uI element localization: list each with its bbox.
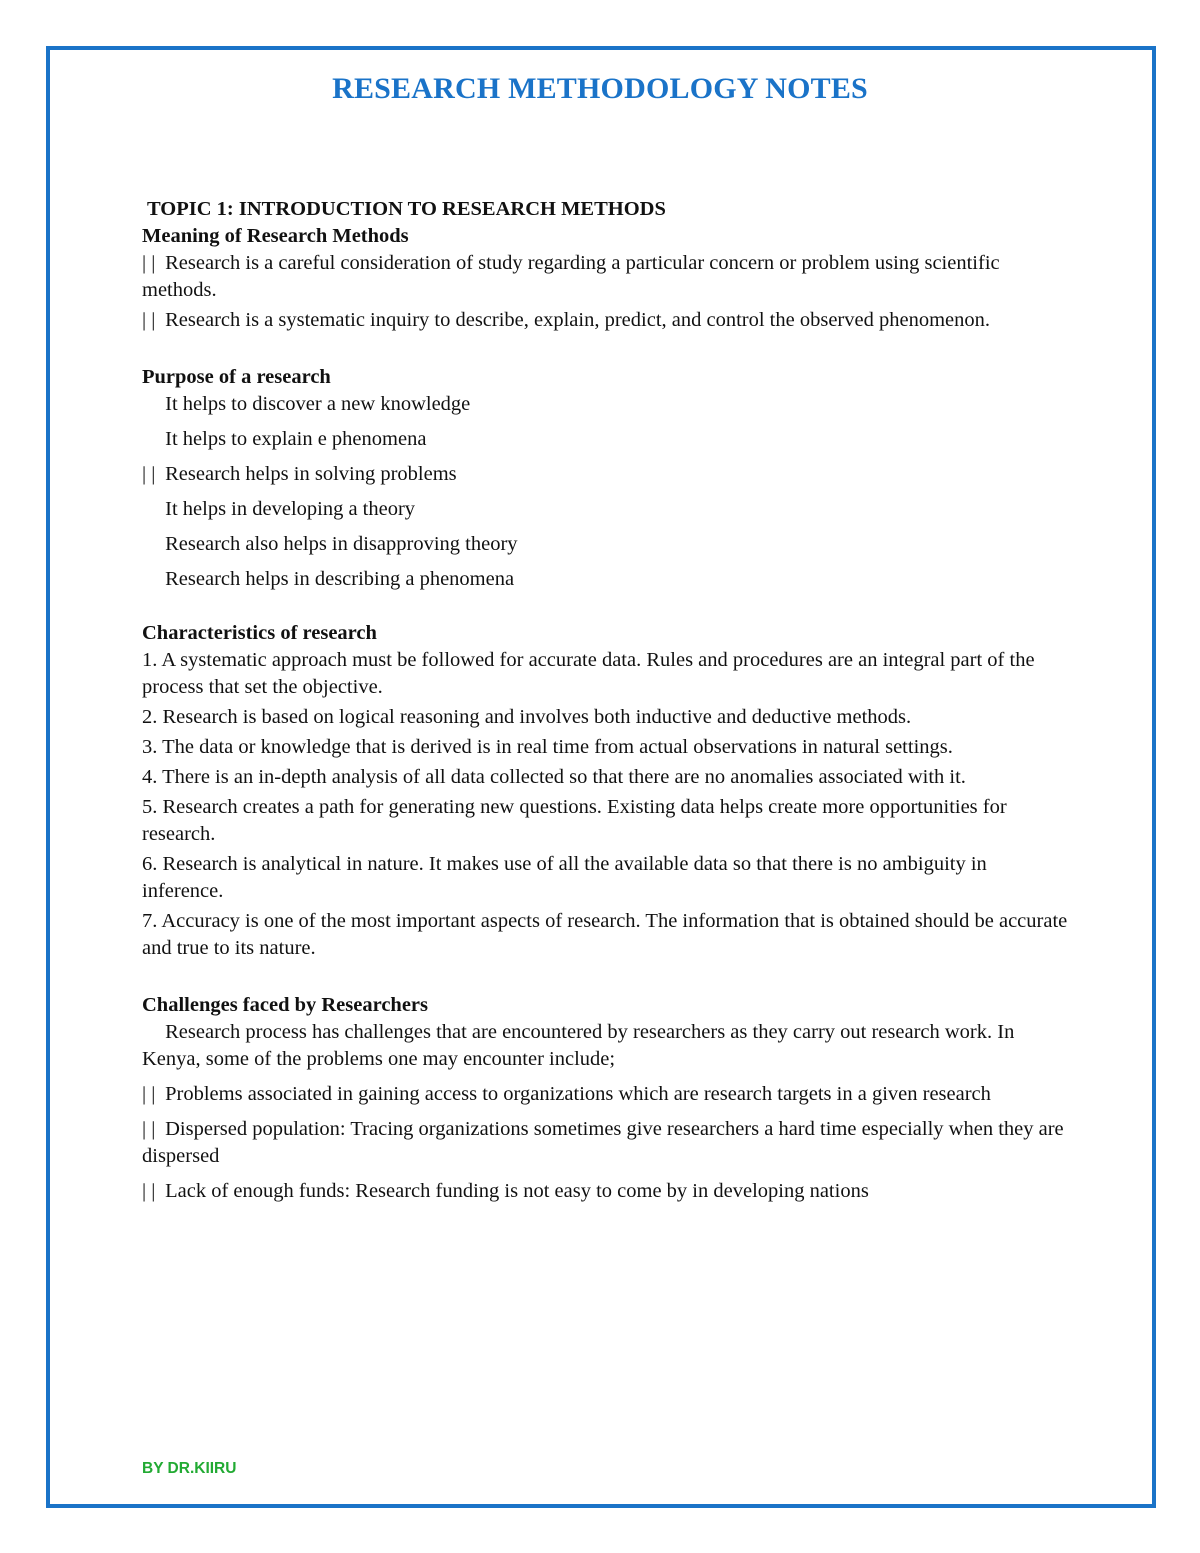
author-footer: BY DR.KIIRU (142, 1460, 237, 1477)
section-gap (142, 337, 1072, 364)
characteristics-heading: Characteristics of research (142, 622, 377, 644)
topic-heading: TOPIC 1: INTRODUCTION TO RESEARCH METHODS (147, 198, 666, 220)
purpose-item (142, 496, 1072, 523)
characteristics-item: 7. Accuracy is one of the most important aspects of research. The information that is obtained should be accurate and true to its nature. (142, 910, 1068, 959)
meaning-item-text: Research is a systematic inquiry to describe, explain, predict, and control the observed phenomenon. (165, 309, 990, 331)
challenges-item-text: Research process has challenges that are encountered by researchers as they carry out research work. In Kenya, some of the problems one may encounter include; (142, 1021, 1015, 1070)
characteristics-item: 5. Research creates a path for generating new questions. Existing data helps create more opportunities for research. (142, 796, 1007, 845)
purpose-item (142, 391, 1072, 418)
purpose-item-text: It helps in developing a theory (165, 498, 416, 520)
purpose-item-text: Research helps in describing a phenomena (165, 568, 515, 590)
bullet-glyph: | | (142, 309, 156, 331)
characteristics-item: 2. Research is based on logical reasoning and involves both inductive and deductive methods. (142, 706, 912, 728)
challenges-item (142, 1178, 1072, 1205)
section-gap (142, 601, 1072, 620)
characteristics-item: 3. The data or knowledge that is derived is in real time from actual observations in natural settings. (142, 736, 953, 758)
document-body (142, 196, 1072, 1213)
challenges-item (142, 1081, 1072, 1108)
challenges-item-text: Problems associated in gaining access to organizations which are research targets in a given research (165, 1083, 991, 1105)
challenges-heading: Challenges faced by Researchers (142, 994, 429, 1016)
characteristics-item: 4. There is an in-depth analysis of all data collected so that there are no anomalies associated with it. (142, 766, 966, 788)
purpose-item-text: Research also helps in disapproving theory (165, 533, 518, 555)
bullet-glyph: | | (142, 1118, 156, 1140)
section-gap (142, 965, 1072, 992)
purpose-item (142, 531, 1072, 558)
meaning-item (142, 307, 1072, 334)
purpose-item-text: It helps to discover a new knowledge (165, 393, 471, 415)
characteristics-list (142, 647, 1072, 962)
bullet-glyph: | | (142, 252, 156, 274)
purpose-heading: Purpose of a research (142, 366, 331, 388)
purpose-item-text: Research helps in solving problems (165, 463, 457, 485)
purpose-item (142, 426, 1072, 453)
bullet-glyph: | | (142, 463, 156, 485)
purpose-item-text: It helps to explain e phenomena (165, 428, 427, 450)
meaning-item (142, 250, 1072, 304)
meaning-item-text: Research is a careful consideration of study regarding a particular concern or problem using scientific methods. (142, 252, 1000, 301)
meaning-heading: Meaning of Research Methods (142, 225, 409, 247)
purpose-item (142, 566, 1072, 593)
challenges-item-text: Lack of enough funds: Research funding is not easy to come by in developing nations (165, 1180, 869, 1202)
purpose-item (142, 461, 1072, 488)
challenges-item (142, 1116, 1072, 1170)
characteristics-item: 1. A systematic approach must be followed for accurate data. Rules and procedures are an integral part of the process that set the objective. (142, 649, 1035, 698)
bullet-glyph: | | (142, 1180, 156, 1202)
document-title: RESEARCH METHODOLOGY NOTES (332, 72, 868, 105)
characteristics-item: 6. Research is analytical in nature. It makes use of all the available data so that there is no ambiguity in inference. (142, 853, 987, 902)
challenges-item-text: Dispersed population: Tracing organizations sometimes give researchers a hard time especially when they are dispersed (142, 1118, 1064, 1167)
challenges-item (142, 1019, 1072, 1073)
bullet-glyph: | | (142, 1083, 156, 1105)
